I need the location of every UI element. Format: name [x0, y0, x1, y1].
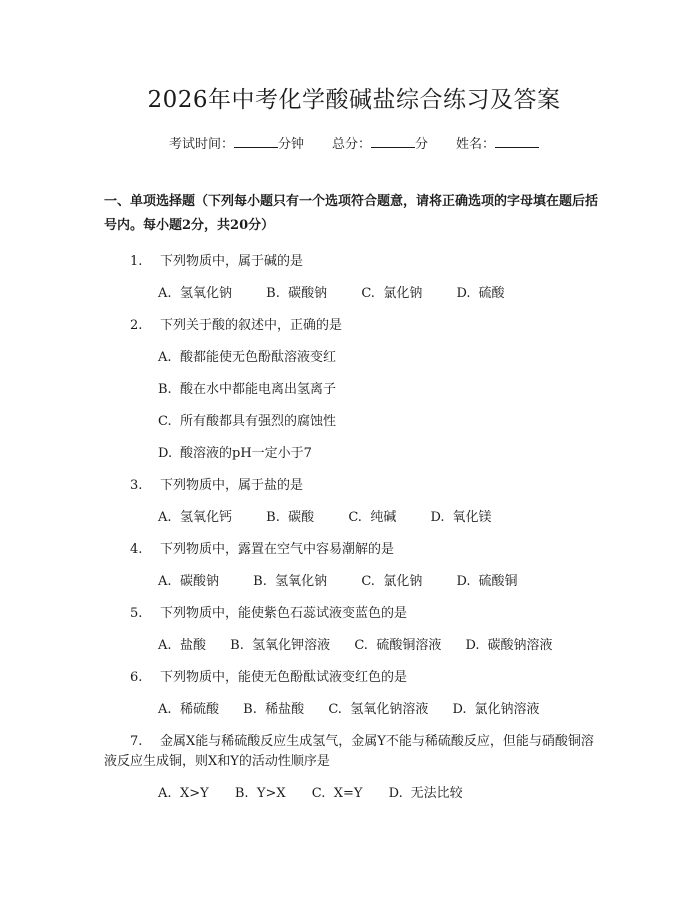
- option-row: [104, 572, 604, 592]
- option-label: A.: [158, 574, 172, 589]
- total-score-unit: 分: [415, 137, 429, 152]
- section-title-single-choice: 一、单项选择题（下列每小题只有一个选项符合题意，请将正确选项的字母填在题后括号内。每小题2分，共20分）: [104, 194, 599, 233]
- question-2: [104, 316, 604, 464]
- option-label: C.: [328, 702, 342, 717]
- option-text: 盐酸: [180, 638, 207, 653]
- option-text: 氢氧化钠溶液: [350, 702, 429, 717]
- option-row: [104, 700, 604, 720]
- question-number: 1.: [130, 254, 143, 269]
- option-label: B.: [253, 574, 267, 589]
- question-1: [104, 252, 604, 304]
- option-text: 硫酸: [478, 286, 505, 301]
- option-label: D.: [158, 446, 173, 461]
- option-label: B.: [266, 510, 280, 525]
- option-label: A.: [158, 786, 172, 801]
- option-label: C.: [361, 574, 375, 589]
- option-text: 硫酸铜溶液: [376, 638, 442, 653]
- option-b: [230, 636, 330, 656]
- option-text: X=Y: [333, 786, 363, 801]
- exam-info-line: [104, 135, 604, 154]
- option-label: B.: [234, 786, 249, 801]
- question-stem: [104, 316, 604, 336]
- option-row: [104, 784, 604, 804]
- option-text: 氧化镁: [452, 510, 492, 525]
- question-stem: [104, 540, 604, 560]
- option-label: C.: [311, 786, 326, 801]
- option-text: 硫酸铜: [478, 574, 518, 589]
- option-b: [243, 700, 304, 720]
- option-label: D.: [456, 574, 471, 589]
- exam-time-blank: [234, 135, 278, 148]
- option-d: [465, 636, 552, 656]
- option-a: [104, 348, 604, 368]
- question-number: 7.: [130, 734, 143, 749]
- total-score-label: 总分：: [331, 137, 371, 152]
- question-text: 下列物质中，属于碱的是: [160, 254, 304, 269]
- option-label: D.: [388, 786, 403, 801]
- option-text: 氢氧化钾溶液: [252, 638, 331, 653]
- option-b: [104, 380, 604, 400]
- question-text: 下列关于酸的叙述中，正确的是: [160, 318, 343, 333]
- option-d: [456, 572, 517, 592]
- option-d: [389, 784, 463, 804]
- option-text: 氯化钠: [383, 286, 423, 301]
- option-text: 氢氧化钠: [180, 286, 233, 301]
- option-label: B.: [243, 702, 257, 717]
- option-label: A.: [158, 350, 172, 365]
- option-label: D.: [452, 702, 467, 717]
- question-stem: [104, 604, 604, 624]
- option-a: [158, 572, 219, 592]
- question-number: 4.: [130, 542, 143, 557]
- option-row: [104, 284, 604, 304]
- option-a: [158, 700, 219, 720]
- option-text: X>Y: [180, 786, 209, 801]
- option-row: [104, 636, 604, 656]
- option-label: B.: [158, 382, 172, 397]
- question-number: 6.: [130, 670, 143, 685]
- option-text: 酸溶液的pH一定小于7: [180, 446, 312, 461]
- option-label: A.: [158, 510, 172, 525]
- option-label: C.: [361, 286, 375, 301]
- option-text: 氯化钠: [383, 574, 423, 589]
- question-number: 2.: [130, 318, 143, 333]
- option-c: [328, 700, 428, 720]
- name-blank: [495, 135, 539, 148]
- option-label: A.: [158, 286, 172, 301]
- option-text: 酸都能使无色酚酞溶液变红: [180, 350, 337, 365]
- question-list: [104, 252, 604, 804]
- option-row: [104, 508, 604, 528]
- option-c: [361, 284, 422, 304]
- question-stem: [104, 668, 604, 688]
- option-label: C.: [348, 510, 362, 525]
- total-score-blank: [371, 135, 415, 148]
- option-c: [312, 784, 363, 804]
- option-a: [158, 284, 232, 304]
- option-d: [456, 284, 504, 304]
- option-label: B.: [266, 286, 280, 301]
- option-text: 酸在水中都能电离出氢离子: [180, 382, 337, 397]
- option-b: [235, 784, 286, 804]
- name-field: [456, 135, 539, 154]
- question-text: 下列物质中，能使紫色石蕊试液变蓝色的是: [160, 606, 408, 621]
- question-7: [104, 732, 604, 804]
- option-text: 碳酸钠溶液: [487, 638, 553, 653]
- option-text: 碳酸: [288, 510, 315, 525]
- option-a: [158, 636, 206, 656]
- option-c: [348, 508, 396, 528]
- option-text: 氢氧化钙: [180, 510, 233, 525]
- exam-time-unit: 分钟: [277, 137, 304, 152]
- exam-time-label: 考试时间：: [168, 137, 234, 152]
- option-c: [354, 636, 441, 656]
- question-stem: [104, 252, 604, 272]
- option-text: 无法比较: [410, 786, 463, 801]
- option-d: [452, 700, 539, 720]
- option-text: 碳酸钠: [288, 286, 328, 301]
- question-4: [104, 540, 604, 592]
- question-5: [104, 604, 604, 656]
- exam-time-field: [169, 135, 304, 154]
- option-text: 氯化钠溶液: [474, 702, 540, 717]
- page-title: 2026年中考化学酸碱盐综合练习及答案: [147, 87, 561, 113]
- question-3: [104, 476, 604, 528]
- option-d: [430, 508, 491, 528]
- name-label: 姓名：: [456, 137, 496, 152]
- question-number: 3.: [130, 478, 143, 493]
- option-label: C.: [354, 638, 368, 653]
- option-text: 所有酸都具有强烈的腐蚀性: [180, 414, 337, 429]
- option-d: [104, 444, 604, 464]
- option-label: D.: [456, 286, 471, 301]
- total-score-field: [332, 135, 428, 154]
- option-text: 稀盐酸: [265, 702, 305, 717]
- option-b: [266, 284, 327, 304]
- question-text: 下列物质中，属于盐的是: [160, 478, 304, 493]
- option-text: 氢氧化钠: [275, 574, 328, 589]
- question-text: 下列物质中，露置在空气中容易潮解的是: [160, 542, 395, 557]
- question-stem: [104, 476, 604, 496]
- option-text: Y>X: [256, 786, 286, 801]
- option-text: 纯碱: [370, 510, 397, 525]
- option-column: [104, 348, 604, 464]
- option-b: [253, 572, 327, 592]
- question-stem: [104, 732, 604, 772]
- option-label: A.: [158, 702, 172, 717]
- question-6: [104, 668, 604, 720]
- option-text: 碳酸钠: [180, 574, 220, 589]
- option-text: 稀硫酸: [180, 702, 220, 717]
- option-c: [104, 412, 604, 432]
- question-text: 金属X能与稀硫酸反应生成氢气，金属Y不能与稀硫酸反应，但能与硝酸铜溶液反应生成铜，则X和Y的活动性顺序是: [104, 734, 594, 769]
- option-label: C.: [158, 414, 172, 429]
- question-number: 5.: [130, 606, 143, 621]
- option-label: B.: [230, 638, 244, 653]
- option-b: [266, 508, 314, 528]
- question-text: 下列物质中，能使无色酚酞试液变红色的是: [160, 670, 408, 685]
- option-a: [158, 508, 232, 528]
- option-label: A.: [158, 638, 172, 653]
- option-a: [158, 784, 209, 804]
- option-label: D.: [430, 510, 445, 525]
- option-label: D.: [465, 638, 480, 653]
- option-c: [361, 572, 422, 592]
